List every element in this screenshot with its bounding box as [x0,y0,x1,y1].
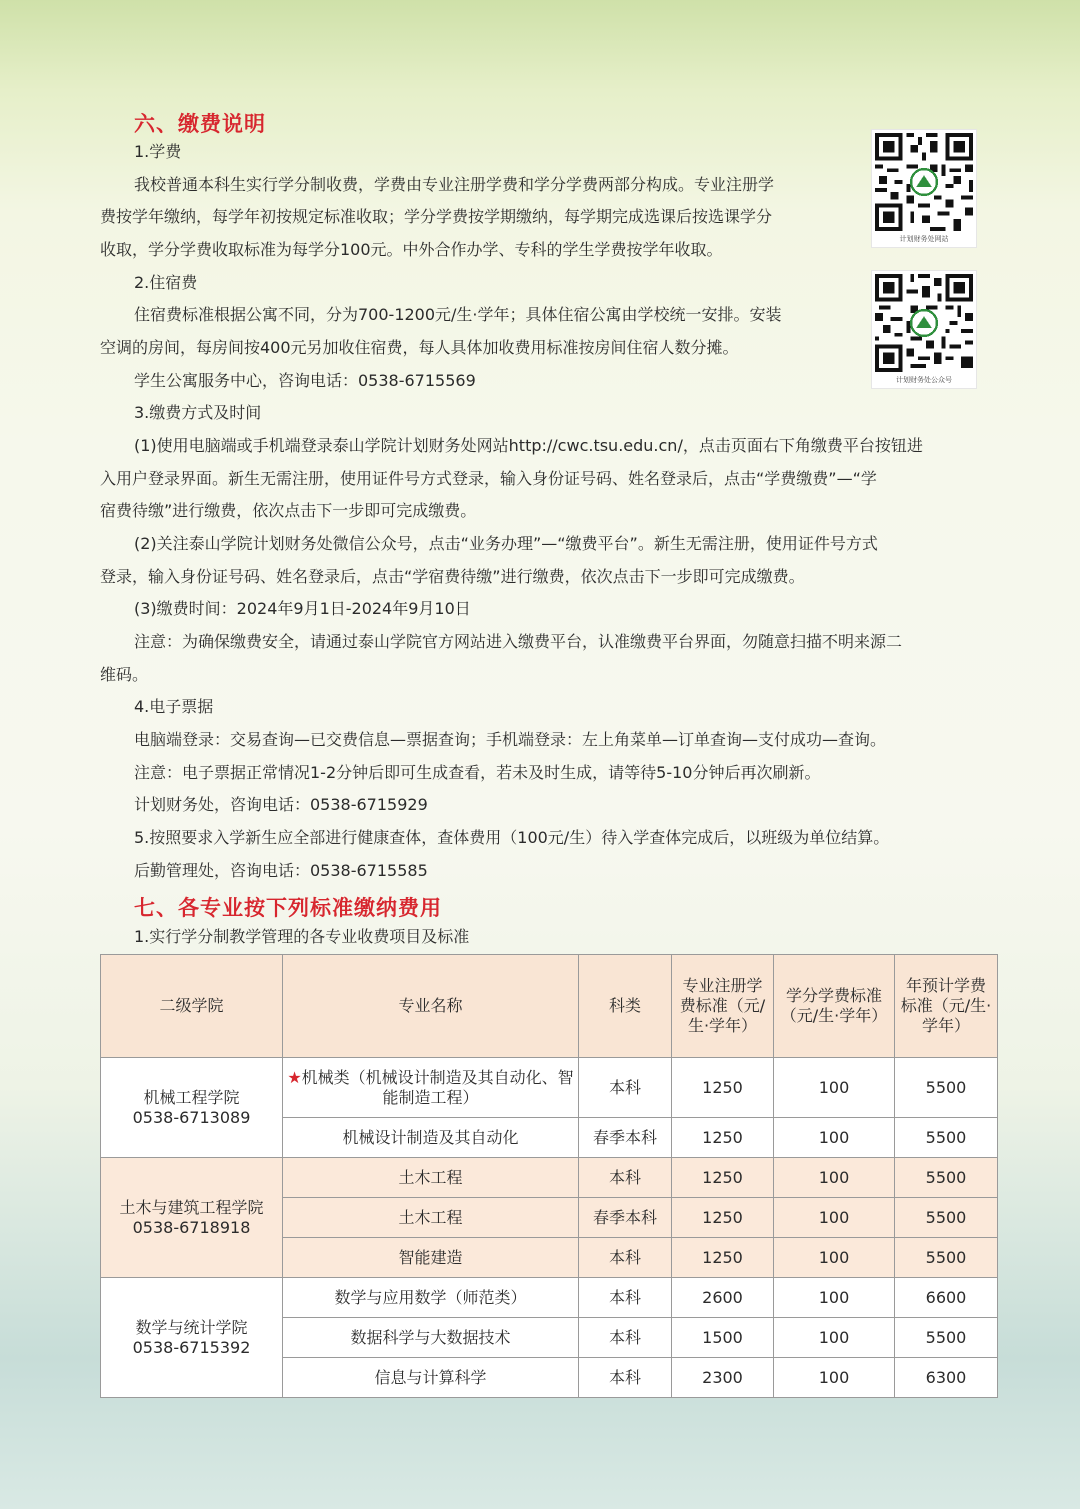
credit-fee-cell: 100 [774,1358,895,1398]
paragraph-line: 2.住宿费 [134,273,198,292]
annual-fee-cell: 5500 [895,1238,998,1278]
annual-fee-cell: 5500 [895,1318,998,1358]
paragraph-line: (2)关注泰山学院计划财务处微信公众号，点击“业务办理”—“缴费平台”。新生无需注册，使用证件号方式 [134,534,878,553]
registration-fee-cell: 2600 [672,1278,774,1318]
paragraph-line: 1.学费 [134,142,182,161]
type-cell: 本科 [579,1278,672,1318]
qr-code-icon [875,133,973,231]
major-cell: 信息与计算科学 [283,1358,579,1398]
college-cell [101,1278,283,1398]
college-name: 土木与建筑工程学院 [119,1197,264,1217]
credit-fee-cell: 100 [774,1238,895,1278]
registration-fee-cell: 2300 [672,1358,774,1398]
registration-fee-cell: 1250 [672,1118,774,1158]
credit-fee-cell: 100 [774,1118,895,1158]
major-cell: 智能建造 [283,1238,579,1278]
paragraph-line: 后勤管理处，咨询电话：0538-6715585 [134,861,428,880]
annual-fee-cell: 5500 [895,1198,998,1238]
paragraph-line: 费按学年缴纳，每学年初按规定标准收取；学分学费按学期缴纳，每学期完成选课后按选课学分 [100,207,773,226]
annual-fee-cell: 5500 [895,1158,998,1198]
paragraph-line: 入用户登录界面。新生无需注册，使用证件号方式登录，输入身份证号码、姓名登录后，点击“学费缴费”—“学 [100,469,877,488]
featured-star-icon: ★ [287,1067,302,1087]
header-annual-fee: 年预计学费标准（元/生·学年） [895,955,998,1058]
table-row [101,1058,998,1118]
website-qr-caption: 计划财务处网站 [899,235,949,243]
header-college: 二级学院 [101,955,283,1058]
header-major: 专业名称 [283,955,579,1058]
paragraph-line: 注意：为确保缴费安全，请通过泰山学院官方网站进入缴费平台，认准缴费平台界面，勿随意扫描不明来源二 [134,632,903,651]
paragraph-line: 我校普通本科生实行学分制收费，学费由专业注册学费和学分学费两部分构成。专业注册学 [134,175,775,194]
credit-fee-cell: 100 [774,1318,895,1358]
paragraph-line: 收取，学分学费收取标准为每学分100元。中外合作办学、专科的学生学费按学年收取。 [100,240,723,259]
type-cell: 春季本科 [579,1198,672,1238]
credit-fee-cell: 100 [774,1198,895,1238]
header-credit-fee: 学分学费标准（元/生·学年） [774,955,895,1058]
paragraph-line: 3.缴费方式及时间 [134,403,262,422]
annual-fee-cell: 6600 [895,1278,998,1318]
header-registration-fee: 专业注册学费标准（元/生·学年） [672,955,774,1058]
registration-fee-cell: 1250 [672,1158,774,1198]
fee-table [100,954,998,1398]
major-cell: 数学与应用数学（师范类） [283,1278,579,1318]
table-row [101,1278,998,1318]
type-cell: 本科 [579,1238,672,1278]
credit-fee-cell: 100 [774,1158,895,1198]
college-cell [101,1158,283,1278]
credit-fee-cell: 100 [774,1058,895,1118]
college-name: 机械工程学院 [143,1087,240,1107]
paragraph-line: 登录，输入身份证号码、姓名登录后，点击“学宿费待缴”进行缴费，依次点击下一步即可完成缴费。 [100,567,805,586]
table-row [101,1158,998,1198]
annual-fee-cell: 5500 [895,1118,998,1158]
section-6-heading: 六、缴费说明 [134,112,266,136]
website-qr-code[interactable] [871,129,977,248]
major-cell: 土木工程 [283,1198,579,1238]
college-phone: 0538-6718918 [132,1217,251,1237]
registration-fee-cell: 1250 [672,1198,774,1238]
annual-fee-cell: 6300 [895,1358,998,1398]
type-cell: 本科 [579,1158,672,1198]
major-cell: 数据科学与大数据技术 [283,1318,579,1358]
qr-code-icon [875,274,973,372]
college-phone: 0538-6715392 [132,1337,251,1357]
type-cell: 春季本科 [579,1118,672,1158]
header-type: 科类 [579,955,672,1058]
section-7-heading: 七、各专业按下列标准缴纳费用 [134,896,442,920]
paragraph-line: 学生公寓服务中心，咨询电话：0538-6715569 [134,371,476,390]
registration-fee-cell: 1250 [672,1238,774,1278]
annual-fee-cell: 5500 [895,1058,998,1118]
table-header-row [101,955,998,1058]
college-name: 数学与统计学院 [135,1317,248,1337]
section-7-subheading: 1.实行学分制教学管理的各专业收费项目及标准 [134,927,470,946]
paragraph-line: (3)缴费时间：2024年9月1日-2024年9月10日 [134,599,471,618]
type-cell: 本科 [579,1318,672,1358]
major-cell: 机械设计制造及其自动化 [283,1118,579,1158]
paragraph-line: 维码。 [100,665,149,684]
paragraph-line: 注意：电子票据正常情况1-2分钟后即可生成查看，若未及时生成，请等待5-10分钟后再次刷新。 [134,763,821,782]
major-cell: 土木工程 [283,1158,579,1198]
paragraph-line: 空调的房间，每房间按400元另加收住宿费，每人具体加收费用标准按房间住宿人数分摊。 [100,338,739,357]
paragraph-line: 4.电子票据 [134,697,214,716]
type-cell: 本科 [579,1358,672,1398]
wechat-qr-code[interactable] [871,270,977,389]
type-cell: 本科 [579,1058,672,1118]
college-cell [101,1058,283,1158]
college-phone: 0538-6713089 [132,1107,251,1127]
registration-fee-cell: 1250 [672,1058,774,1118]
paragraph-line: 计划财务处，咨询电话：0538-6715929 [134,795,428,814]
credit-fee-cell: 100 [774,1278,895,1318]
paragraph-line: (1)使用电脑端或手机端登录泰山学院计划财务处网站http://cwc.tsu.edu.cn/，点击页面右下角缴费平台按钮进 [134,436,923,455]
registration-fee-cell: 1500 [672,1318,774,1358]
major-name: 机械类（机械设计制造及其自动化、智能制造工程） [301,1067,574,1107]
paragraph-line: 5.按照要求入学新生应全部进行健康查体，查体费用（100元/生）待入学查体完成后，以班级为单位结算。 [134,828,890,847]
paragraph-line: 电脑端登录：交易查询—已交费信息—票据查询；手机端登录：左上角菜单—订单查询—支付成功—查询。 [134,730,887,749]
wechat-qr-caption: 计划财务处公众号 [896,376,952,384]
paragraph-line: 宿费待缴”进行缴费，依次点击下一步即可完成缴费。 [100,501,477,520]
major-cell [283,1058,579,1118]
paragraph-line: 住宿费标准根据公寓不同，分为700-1200元/生·学年；具体住宿公寓由学校统一安排。安装 [134,305,782,324]
